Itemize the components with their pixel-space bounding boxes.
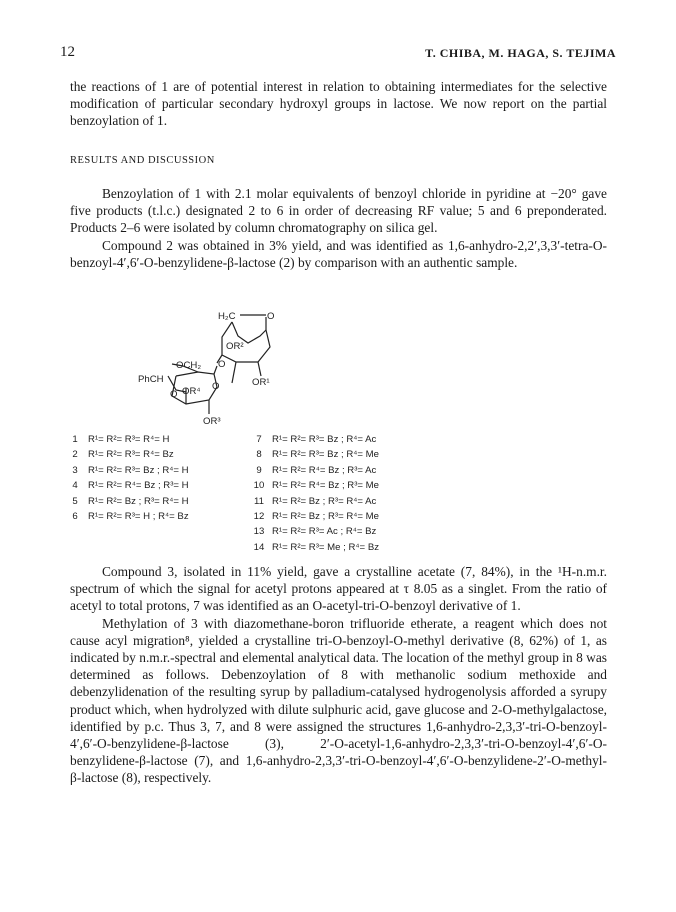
benzoylation-paragraph: Benzoylation of 1 with 2.1 molar equivalents of benzoyl chloride in pyridine at −20° gave five products (t.l.c.) designated 2 to 6 in order of decreasing RF value; 5 and 6 preponderated. Products 2–6 were isolated by column chromatography on silica gel. [70,186,607,236]
compound-definition: R¹= R²= R³= Me ; R⁴= Bz [272,541,380,553]
upper-bridge [232,322,266,343]
compound-row [62,509,189,524]
compound-definition: R¹= R²= R³= Ac ; R⁴= Bz [272,526,377,538]
compound-row [246,478,379,493]
compound-list-right [246,432,379,555]
compound-definition: R¹= R²= R³= Bz ; R⁴= Me [272,449,380,461]
compound-number: 13 [253,526,265,538]
compound-definition: R¹= R²= R³= H ; R⁴= Bz [88,511,189,523]
compound-row [62,478,189,493]
label-och2: OCH₂ [176,360,202,371]
page-number: 12 [60,44,75,60]
compound-number: 8 [256,449,262,461]
methylation-paragraph: Methylation of 3 with diazomethane-boron trifluoride etherate, a reagent which does not cause acyl migration⁸, yielded a crystalline tri-O-benzoyl-O-methyl derivative (8, 62%) of 1, as indicated by n.m.r.-spectral and elemental analytical data. The location of the methyl group in 8 was determined as follows. Debenzoylation of 8 with methanolic sodium methoxide and debenzylidenation of the resulting syrup by palladium-catalysed hydrogenolysis afforded a syrupy product which, when hydrolyzed with dilute sulphuric acid, gave glucose and 2-O-methylgalactose, identified by p.c. Thus 3, 7, and 8 were assigned the structures 1,6-anhydro-2,3,3′-tri-O-benzoyl-4′,6′-O-benzylidene-β-lactose (3), 2′-O-acetyl-1,6-anhydro-2,3,3′-tri-O-benzoyl-4′,6′-O-benzylidene-β-lactose (7), and 1,6-anhydro-2,3,3′-tri-O-benzoyl-4′,6′-O-benzylidene-2′-O-methyl-β-lactose (8), respectively. [70,615,607,786]
compound-row [246,447,379,462]
bond-or2-link [232,362,236,383]
compound-row [246,509,379,524]
compound-row [246,432,379,447]
compound-row [62,463,189,478]
section-heading: RESULTS AND DISCUSSION [70,155,215,166]
compound-definition: R¹= R²= R⁴= Bz ; R³= H [88,480,189,492]
compound-list-left [62,432,189,524]
compound-row [62,494,189,509]
compound-number: 7 [256,434,262,445]
compound-number: 2 [72,449,78,461]
compound-number: 10 [253,480,265,492]
compound-number: 4 [72,480,78,492]
compound-row [62,447,189,462]
compound-number: 14 [253,541,265,553]
compound-definition: R¹= R²= R³= Bz ; R⁴= Ac [272,434,377,445]
compound2-paragraph: Compound 2 was obtained in 3% yield, and was identified as 1,6-anhydro-2,2′,3,3′-tetra-O-benzoyl-4′,6′-O-benzylidene-β-lactose (2) by comparison with an authentic sample. [70,237,607,270]
compound-row [246,494,379,509]
compound-number: 3 [72,464,78,476]
compound3-paragraph: Compound 3, isolated in 11% yield, gave a crystalline acetate (7, 84%), in the ¹H-n.m.r. spectrum of which the signal for acetyl protons appeared at τ 8.05 as a singlet. From the ratio of acetyl to total protons, 7 was identified as an O-acetyl-tri-O-benzoyl derivative of 1. [70,564,607,614]
label-o-acetal: O [170,389,178,400]
compound-number: 5 [72,495,78,507]
compound-definition: R¹= R²= R⁴= Bz ; R³= Me [272,480,380,492]
label-or4: OR⁴ [182,386,201,397]
compound-definition: R¹= R²= R³= R⁴= Bz [88,449,174,461]
intro-paragraph: the reactions of 1 are of potential interest in relation to obtaining intermediates for the selective modification of particular secondary hydroxyl groups in lactose. We now report on the partial benzoylation of 1. [70,79,607,129]
compound-number: 1 [72,434,78,445]
running-head-authors: T. CHIBA, M. HAGA, S. TEJIMA [425,46,616,60]
label-ch2: H₂C [218,311,236,322]
compound-row [246,463,379,478]
compound-row [246,524,379,539]
compound-number: 12 [253,511,265,523]
compound-definition: R¹= R²= R³= R⁴= H [88,434,170,445]
compound-number: 6 [72,511,78,523]
compound-row [62,432,189,447]
label-or3: OR³ [203,416,221,427]
compound-number: 9 [256,464,262,476]
label-o-link: O [218,359,226,370]
bond-or1 [258,362,261,376]
compound-number: 11 [254,495,264,507]
compound-definition: R¹= R²= Bz ; R³= R⁴= Ac [272,495,377,507]
compound-row [246,540,379,555]
label-or2: OR² [226,341,244,352]
compound-definition: R¹= R²= R³= Bz ; R⁴= H [88,464,189,476]
compound-definition: R¹= R²= Bz ; R³= R⁴= H [88,495,189,507]
label-or1: OR¹ [252,377,270,388]
label-phch: PhCH [138,374,164,385]
results-block [70,563,607,787]
compound-definition: R¹= R²= Bz ; R³= R⁴= Me [272,511,380,523]
compound-definition: R¹= R²= R⁴= Bz ; R³= Ac [272,464,377,476]
label-ring-o: O [267,311,275,322]
bond-o-glyco [214,366,217,374]
label-o-ring2: O [212,381,220,392]
